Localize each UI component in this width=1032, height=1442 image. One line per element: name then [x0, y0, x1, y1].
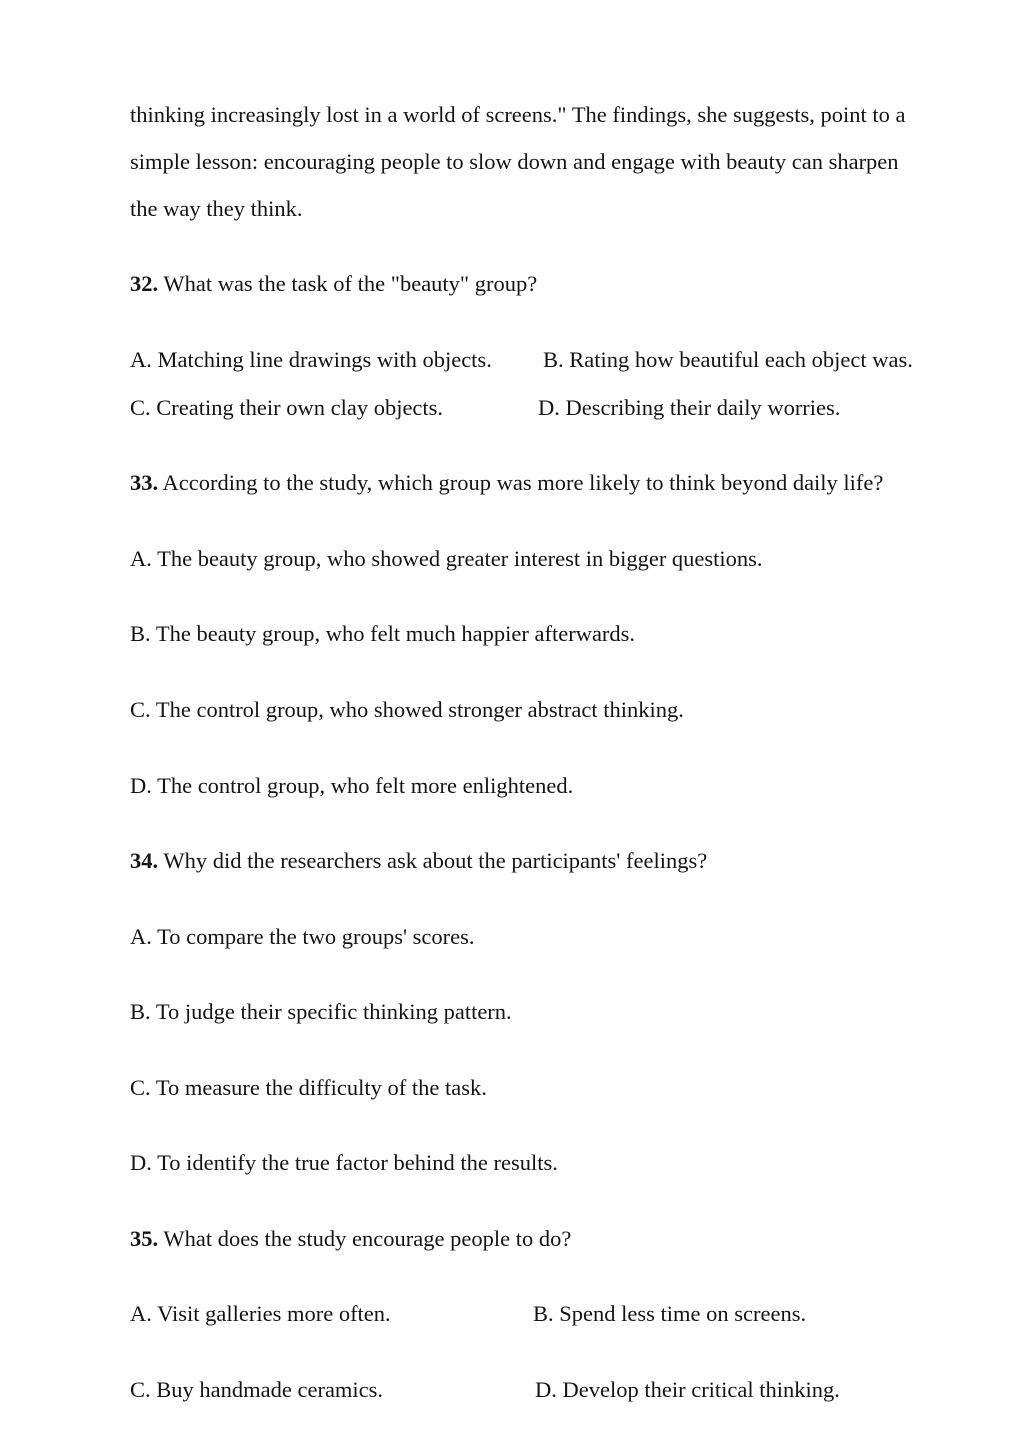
q34-option-c[interactable]: C. To measure the difficulty of the task.	[130, 1075, 487, 1100]
q32-option-d[interactable]: D. Describing their daily worries.	[538, 395, 841, 420]
q32-option-c[interactable]: C. Creating their own clay objects.	[130, 395, 444, 420]
q35-option-a[interactable]: A. Visit galleries more often.	[130, 1301, 391, 1326]
question-text: What does the study encourage people to do?	[158, 1226, 572, 1251]
question-32	[130, 273, 537, 296]
q34-option-d[interactable]: D. To identify the true factor behind the results.	[130, 1150, 558, 1175]
q33-option-d[interactable]: D. The control group, who felt more enlightened.	[130, 773, 574, 798]
q35-option-d[interactable]: D. Develop their critical thinking.	[535, 1377, 840, 1402]
question-number: 34.	[130, 848, 159, 873]
question-number: 35.	[130, 1226, 159, 1251]
q35-option-c[interactable]: C. Buy handmade ceramics.	[130, 1377, 384, 1402]
passage-line-2: simple lesson: encouraging people to slow down and engage with beauty can sharpen	[130, 149, 899, 174]
question-35	[130, 1228, 571, 1251]
q33-option-c[interactable]: C. The control group, who showed stronger abstract thinking.	[130, 697, 684, 722]
question-number: 32.	[130, 271, 159, 296]
q32-option-a[interactable]: A. Matching line drawings with objects.	[130, 347, 492, 372]
question-34	[130, 850, 707, 873]
passage-line-1: thinking increasingly lost in a world of screens." The findings, she suggests, point to a	[130, 102, 906, 127]
question-text: Why did the researchers ask about the participants' feelings?	[158, 848, 708, 873]
q32-option-b[interactable]: B. Rating how beautiful each object was.	[543, 347, 913, 372]
q33-option-a[interactable]: A. The beauty group, who showed greater interest in bigger questions.	[130, 546, 763, 571]
q35-option-b[interactable]: B. Spend less time on screens.	[533, 1301, 807, 1326]
question-33	[130, 472, 883, 495]
question-text: What was the task of the "beauty" group?	[158, 271, 538, 296]
q34-option-b[interactable]: B. To judge their specific thinking pattern.	[130, 999, 512, 1024]
question-text: According to the study, which group was more likely to think beyond daily life?	[158, 470, 884, 495]
passage-line-3: the way they think.	[130, 196, 303, 221]
question-number: 33.	[130, 470, 159, 495]
q33-option-b[interactable]: B. The beauty group, who felt much happier afterwards.	[130, 621, 636, 646]
q34-option-a[interactable]: A. To compare the two groups' scores.	[130, 924, 475, 949]
